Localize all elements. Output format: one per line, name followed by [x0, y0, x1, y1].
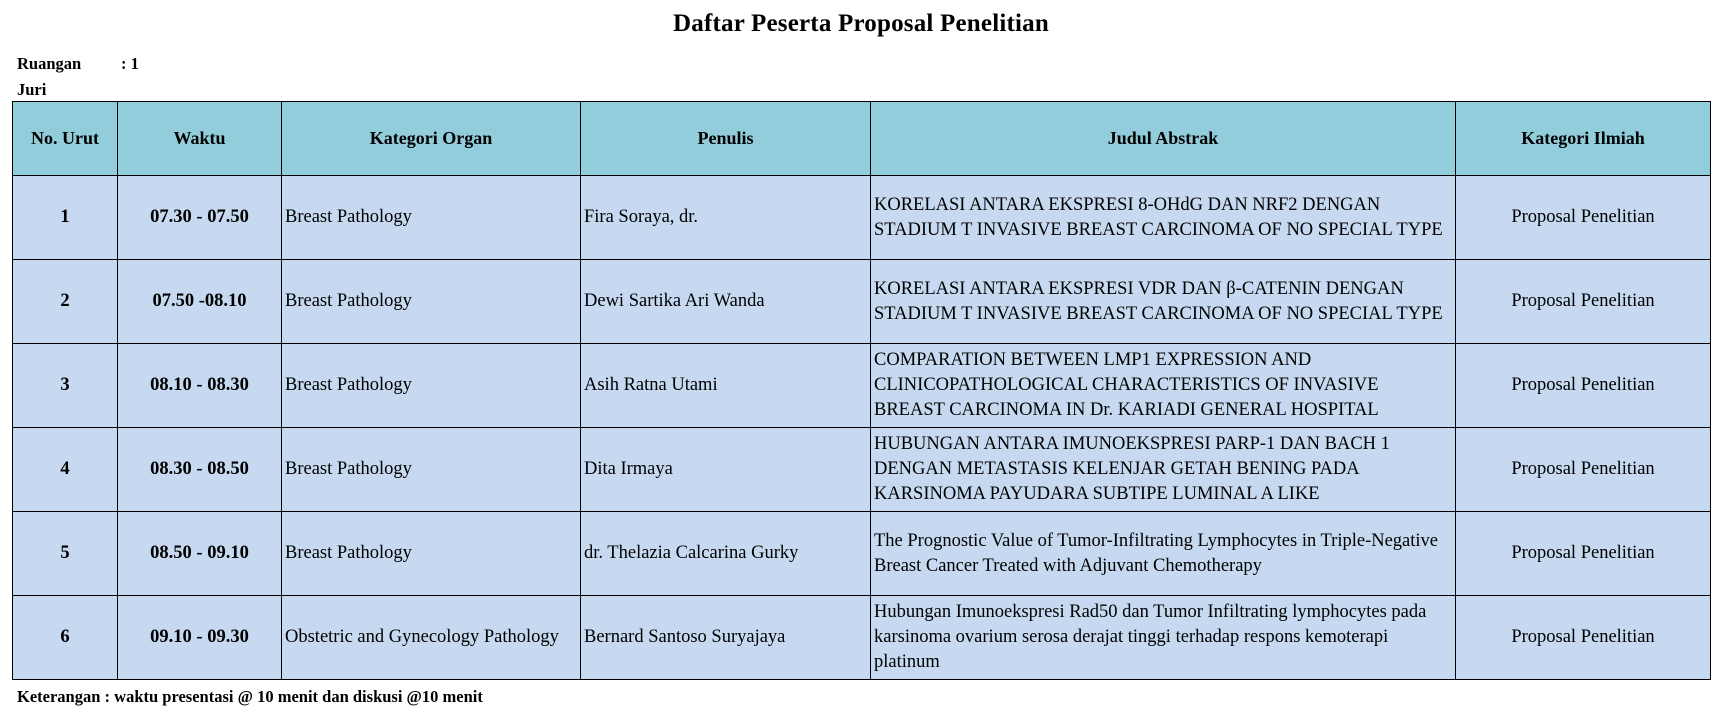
- cell-kategori-organ: Obstetric and Gynecology Pathology: [282, 596, 581, 680]
- jury-label: Juri: [17, 80, 47, 99]
- jury-info: [17, 80, 46, 100]
- cell-kategori-ilmiah: Proposal Penelitian: [1456, 344, 1711, 428]
- cell-waktu: 07.30 - 07.50: [118, 176, 282, 260]
- room-label: Ruangan: [17, 54, 82, 73]
- cell-judul-abstrak: KORELASI ANTARA EKSPRESI 8-OHdG DAN NRF2 DENGAN STADIUM T INVASIVE BREAST CARCINOMA OF NO SPECIAL TYPE: [871, 176, 1456, 260]
- header-penulis: Penulis: [581, 102, 871, 176]
- cell-waktu: 07.50 -08.10: [118, 260, 282, 344]
- cell-kategori-ilmiah: Proposal Penelitian: [1456, 512, 1711, 596]
- cell-penulis: dr. Thelazia Calcarina Gurky: [581, 512, 871, 596]
- cell-judul-abstrak: The Prognostic Value of Tumor-Infiltrating Lymphocytes in Triple-Negative Breast Cancer Treated with Adjuvant Chemotherapy: [871, 512, 1456, 596]
- cell-waktu: 08.50 - 09.10: [118, 512, 282, 596]
- room-value: : 1: [121, 54, 139, 73]
- cell-waktu: 08.30 - 08.50: [118, 428, 282, 512]
- cell-penulis: Fira Soraya, dr.: [581, 176, 871, 260]
- schedule-table: [12, 101, 1711, 680]
- table-row: [13, 428, 1711, 512]
- cell-penulis: Bernard Santoso Suryajaya: [581, 596, 871, 680]
- cell-judul-abstrak: KORELASI ANTARA EKSPRESI VDR DAN β-CATENIN DENGAN STADIUM T INVASIVE BREAST CARCINOMA OF NO SPECIAL TYPE: [871, 260, 1456, 344]
- table-row: [13, 260, 1711, 344]
- cell-judul-abstrak: Hubungan Imunoekspresi Rad50 dan Tumor Infiltrating lymphocytes pada karsinoma ovarium serosa derajat tinggi terhadap respons kemoterapi platinum: [871, 596, 1456, 680]
- cell-kategori-organ: Breast Pathology: [282, 512, 581, 596]
- footer-note: Keterangan : waktu presentasi @ 10 menit dan diskusi @10 menit: [17, 687, 483, 706]
- cell-kategori-ilmiah: Proposal Penelitian: [1456, 260, 1711, 344]
- cell-no-urut: 6: [13, 596, 118, 680]
- cell-waktu: 09.10 - 09.30: [118, 596, 282, 680]
- cell-kategori-organ: Breast Pathology: [282, 260, 581, 344]
- cell-kategori-ilmiah: Proposal Penelitian: [1456, 428, 1711, 512]
- cell-penulis: Dewi Sartika Ari Wanda: [581, 260, 871, 344]
- cell-kategori-organ: Breast Pathology: [282, 428, 581, 512]
- header-kategori-organ: Kategori Organ: [282, 102, 581, 176]
- cell-judul-abstrak: COMPARATION BETWEEN LMP1 EXPRESSION AND CLINICOPATHOLOGICAL CHARACTERISTICS OF INVASIVE BREAST CARCINOMA IN Dr. KARIADI GENERAL HOSPITAL: [871, 344, 1456, 428]
- table-row: [13, 176, 1711, 260]
- cell-judul-abstrak: HUBUNGAN ANTARA IMUNOEKSPRESI PARP-1 DAN BACH 1 DENGAN METASTASIS KELENJAR GETAH BENING PADA KARSINOMA PAYUDARA SUBTIPE LUMINAL A LIKE: [871, 428, 1456, 512]
- cell-no-urut: 5: [13, 512, 118, 596]
- cell-kategori-ilmiah: Proposal Penelitian: [1456, 596, 1711, 680]
- header-judul-abstrak: Judul Abstrak: [871, 102, 1456, 176]
- room-info: [17, 54, 139, 74]
- cell-kategori-ilmiah: Proposal Penelitian: [1456, 176, 1711, 260]
- page-title: Daftar Peserta Proposal Penelitian: [673, 10, 1049, 37]
- cell-no-urut: 3: [13, 344, 118, 428]
- cell-penulis: Asih Ratna Utami: [581, 344, 871, 428]
- cell-no-urut: 2: [13, 260, 118, 344]
- table-row: [13, 512, 1711, 596]
- cell-kategori-organ: Breast Pathology: [282, 344, 581, 428]
- table-row: [13, 344, 1711, 428]
- cell-penulis: Dita Irmaya: [581, 428, 871, 512]
- cell-waktu: 08.10 - 08.30: [118, 344, 282, 428]
- cell-kategori-organ: Breast Pathology: [282, 176, 581, 260]
- cell-no-urut: 1: [13, 176, 118, 260]
- header-kategori-ilmiah: Kategori Ilmiah: [1456, 102, 1711, 176]
- header-waktu: Waktu: [118, 102, 282, 176]
- header-no-urut: No. Urut: [13, 102, 118, 176]
- cell-no-urut: 4: [13, 428, 118, 512]
- table-header-row: [13, 102, 1711, 176]
- table-row: [13, 596, 1711, 680]
